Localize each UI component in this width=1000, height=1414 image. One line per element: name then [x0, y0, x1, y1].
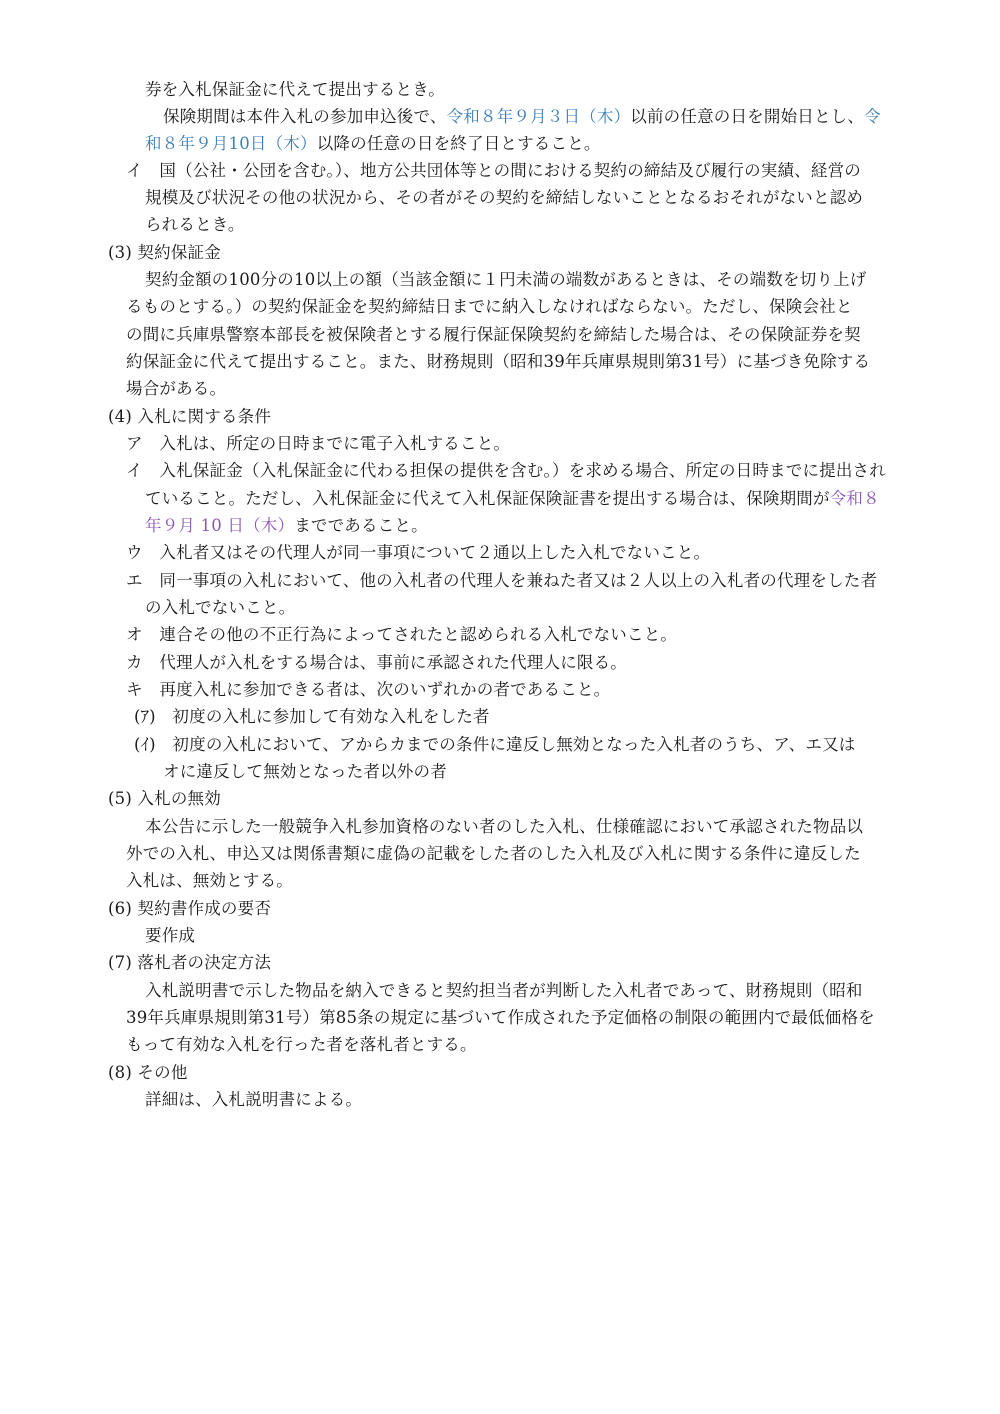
text-line: 場合がある。 — [126, 379, 227, 398]
text-line: 約保証金に代えて提出すること。また、財務規則（昭和39年兵庫県規則第31号）に基づき免除する — [126, 352, 871, 371]
text-line — [145, 514, 428, 538]
section-heading: (8) その他 — [108, 1063, 188, 1082]
list-item: ウ 入札者又はその代理人が同一事項について２通以上した入札でないこと。 — [126, 543, 711, 562]
section-heading: (4) 入札に関する条件 — [108, 407, 272, 426]
text-line: 外での入札、申込又は関係書類に虚偽の記載をした者のした入札及び入札に関する条件に違反した — [126, 844, 861, 863]
text-line: 規模及び状況その他の状況から、その者がその契約を締結しないこととなるおそれがないと認め — [145, 188, 864, 207]
text-segment: までであること。 — [294, 516, 428, 535]
text-line: 本公告に示した一般競争入札参加資格のない者のした入札、仕様確認において承認された物品以 — [145, 817, 864, 836]
highlighted-date: 令和８ — [829, 489, 880, 508]
text-line: 要作成 — [145, 926, 196, 945]
text-line: 券を入札保証金に代えて提出するとき。 — [145, 80, 445, 99]
section-heading: (5) 入札の無効 — [108, 789, 221, 808]
sub-list-item: (ｲ) 初度の入札において、アからカまでの条件に違反し無効となった入札者のうち、ア、エ又は — [134, 735, 856, 754]
list-item: エ 同一事項の入札において、他の入札者の代理人を兼ねた者又は２人以上の入札者の代理をした者 — [126, 571, 878, 590]
text-line: オに違反して無効となった者以外の者 — [163, 762, 447, 781]
text-segment: ていること。ただし、入札保証金に代えて入札保証保険証書を提出する場合は、保険期間が — [145, 489, 830, 508]
list-item: オ 連合その他の不正行為によってされたと認められる入札でないこと。 — [126, 625, 678, 644]
text-line: 入札は、無効とする。 — [126, 871, 293, 890]
section-heading: (3) 契約保証金 — [108, 243, 221, 262]
text-line: 契約金額の100分の10以上の額（当該金額に１円未満の端数があるときは、その端数を切り上げ — [145, 270, 867, 289]
text-line: 詳細は、入札説明書による。 — [145, 1090, 363, 1109]
text-line — [145, 487, 880, 511]
text-segment: 以降の任意の日を終了日とすること。 — [316, 134, 601, 153]
text-line: 入札説明書で示した物品を納入できると契約担当者が判断した入札者であって、財務規則（昭和 — [145, 981, 863, 1000]
text-line: もって有効な入札を行った者を落札者とする。 — [126, 1035, 477, 1054]
section-heading: (7) 落札者の決定方法 — [108, 953, 272, 972]
list-item: キ 再度入札に参加できる者は、次のいずれかの者であること。 — [126, 680, 611, 699]
section-heading: (6) 契約書作成の要否 — [108, 899, 272, 918]
highlighted-date: 令 — [864, 107, 881, 126]
text-line — [145, 132, 601, 156]
text-line: られるとき。 — [145, 215, 245, 234]
highlighted-date: 年９月 10 日（木） — [145, 516, 295, 535]
text-segment: 保険期間は本件入札の参加申込後で、 — [163, 107, 447, 126]
text-line: の入札でないこと。 — [145, 598, 296, 617]
sub-list-item: (ｱ) 初度の入札に参加して有効な入札をした者 — [134, 707, 490, 726]
text-segment: 以前の任意の日を開始日とし、 — [630, 107, 865, 126]
list-item: ア 入札は、所定の日時までに電子入札すること。 — [126, 434, 511, 453]
text-line: の間に兵庫県警察本部長を被保険者とする履行保証保険契約を締結した場合は、その保険証券を契 — [126, 325, 861, 344]
list-item: カ 代理人が入札をする場合は、事前に承認された代理人に限る。 — [126, 653, 627, 672]
text-line: 39年兵庫県規則第31号）第85条の規定に基づいて作成された予定価格の制限の範囲内で最低価格を — [126, 1008, 875, 1027]
text-line: るものとする。）の契約保証金を契約締結日までに納入しなければならない。ただし、保険会社と — [126, 297, 853, 316]
list-item: イ 国（公社・公団を含む。）、地方公共団体等との間における契約の締結及び履行の実績、経営の — [126, 161, 861, 180]
text-line — [163, 105, 881, 129]
list-item: イ 入札保証金（入札保証金に代わる担保の提供を含む。）を求める場合、所定の日時までに提出され — [126, 461, 886, 480]
highlighted-date: 和８年９月10日（木） — [145, 134, 317, 153]
highlighted-date: 令和８年９月３日（木） — [446, 107, 631, 126]
